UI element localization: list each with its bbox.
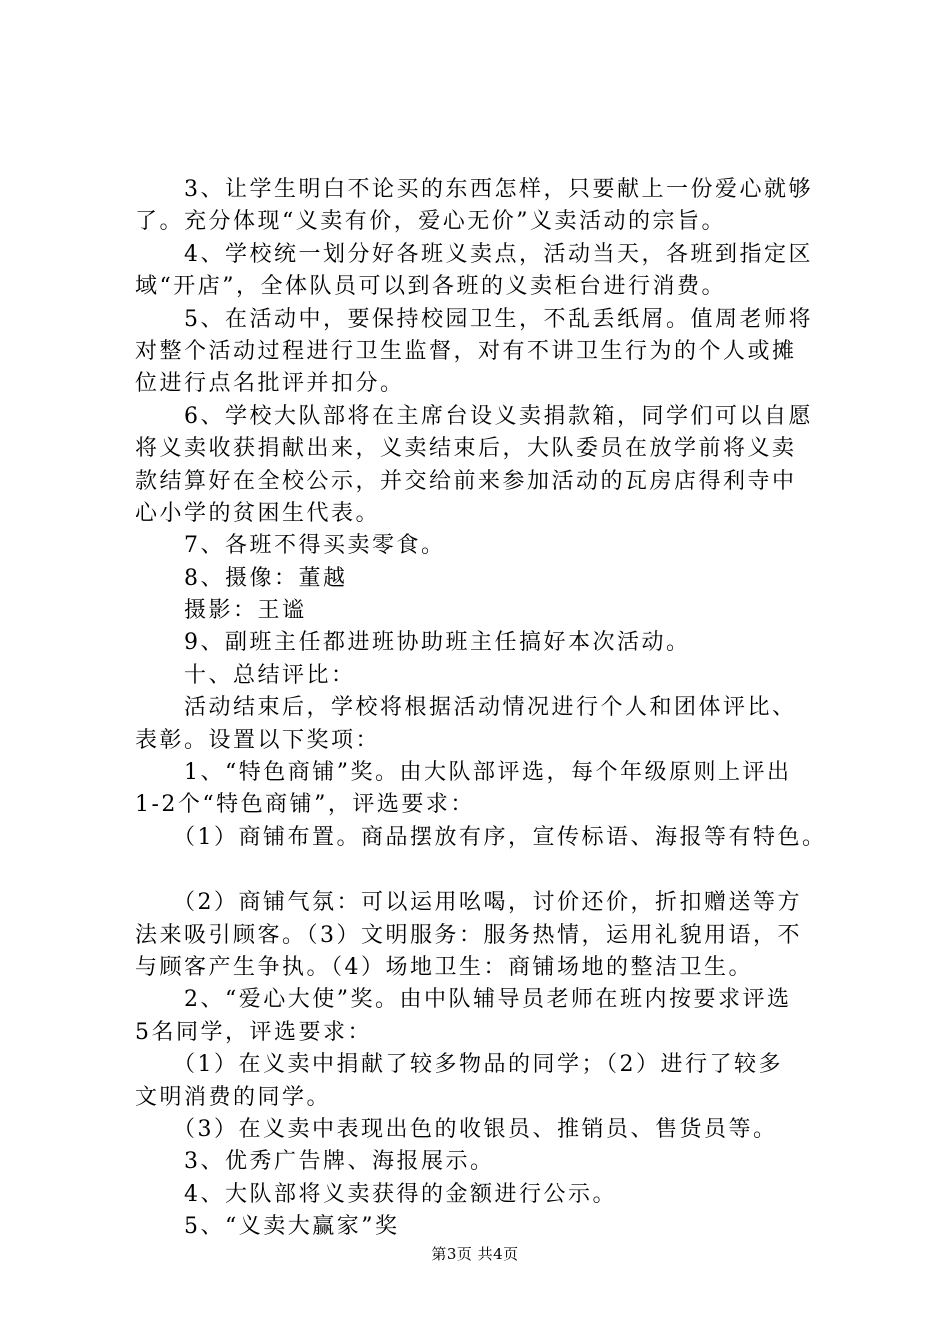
text-line: （1）在义卖中捐献了较多物品的同学；（2）进行了较多 (135, 1052, 783, 1078)
text-line: 5、在活动中，要保持校园卫生，不乱丢纸屑。值周老师将 (135, 306, 813, 332)
text-line: 活动结束后，学校将根据活动情况进行个人和团体评比、 (135, 695, 797, 721)
text-line: 4、大队部将义卖获得的金额进行公示。 (135, 1181, 617, 1207)
text-line: 4、学校统一划分好各班义卖点，活动当天，各班到指定区 (135, 241, 813, 267)
text-line: 摄影：王谧 (135, 598, 307, 624)
section-heading: 十、总结评比： (135, 662, 356, 688)
text-line: 域“开店”，全体队员可以到各班的义卖柜台进行消费。 (135, 274, 726, 300)
text-line: 8、摄像：董越 (135, 565, 348, 591)
page-number-footer: 第3页 共4页 (431, 1245, 519, 1263)
text-line: 款结算好在全校公示，并交给前来参加活动的瓦房店得利寺中 (135, 468, 797, 494)
text-line: 5名同学，评选要求： (135, 1019, 372, 1045)
text-line: （2）商铺气氛：可以运用吆喝，讨价还价，折扣赠送等方 (135, 890, 802, 916)
text-line: 7、各班不得买卖零食。 (135, 533, 446, 559)
text-line: 1-2个“特色商铺”，评选要求： (135, 792, 475, 818)
text-line: 5、“义卖大赢家”奖 (135, 1214, 400, 1240)
text-line: 与顾客产生争执。（4）场地卫生：商铺场地的整洁卫生。 (135, 954, 753, 980)
text-line: 3、让学生明白不论买的东西怎样，只要献上一份爱心就够 (135, 177, 813, 202)
text-line: 法来吸引顾客。（3）文明服务：服务热情，运用礼貌用语，不 (135, 922, 802, 948)
text-line: 心小学的贫困生代表。 (135, 500, 381, 526)
text-line: 文明消费的同学。 (135, 1084, 332, 1110)
text-line: （1）商铺布置。商品摆放有序，宣传标语、海报等有特色。 (135, 824, 827, 850)
text-line: 位进行点名批评并扣分。 (135, 371, 405, 397)
document-body (135, 174, 835, 1244)
blank-line (135, 854, 835, 887)
text-line: 1、“特色商铺”奖。由大队部评选，每个年级原则上评出 (135, 760, 792, 786)
text-line: 表彰。设置以下奖项： (135, 727, 381, 753)
text-line: 了。充分体现“义卖有价，爱心无价”义卖活动的宗旨。 (135, 209, 726, 235)
text-line: 将义卖收获捐献出来，义卖结束后，大队委员在放学前将义卖 (135, 436, 797, 462)
text-line: 对整个活动过程进行卫生监督，对有不讲卫生行为的个人或摊 (135, 338, 797, 364)
text-line: 9、副班主任都进班协助班主任搞好本次活动。 (135, 630, 691, 656)
text-line: （3）在义卖中表现出色的收银员、推销员、售货员等。 (135, 1116, 778, 1142)
text-line: 2、“爱心大使”奖。由中队辅导员老师在班内按要求评选 (135, 987, 792, 1013)
text-line: 6、学校大队部将在主席台设义卖捐款箱，同学们可以自愿 (135, 403, 813, 429)
text-line: 3、优秀广告牌、海报展示。 (135, 1149, 495, 1175)
